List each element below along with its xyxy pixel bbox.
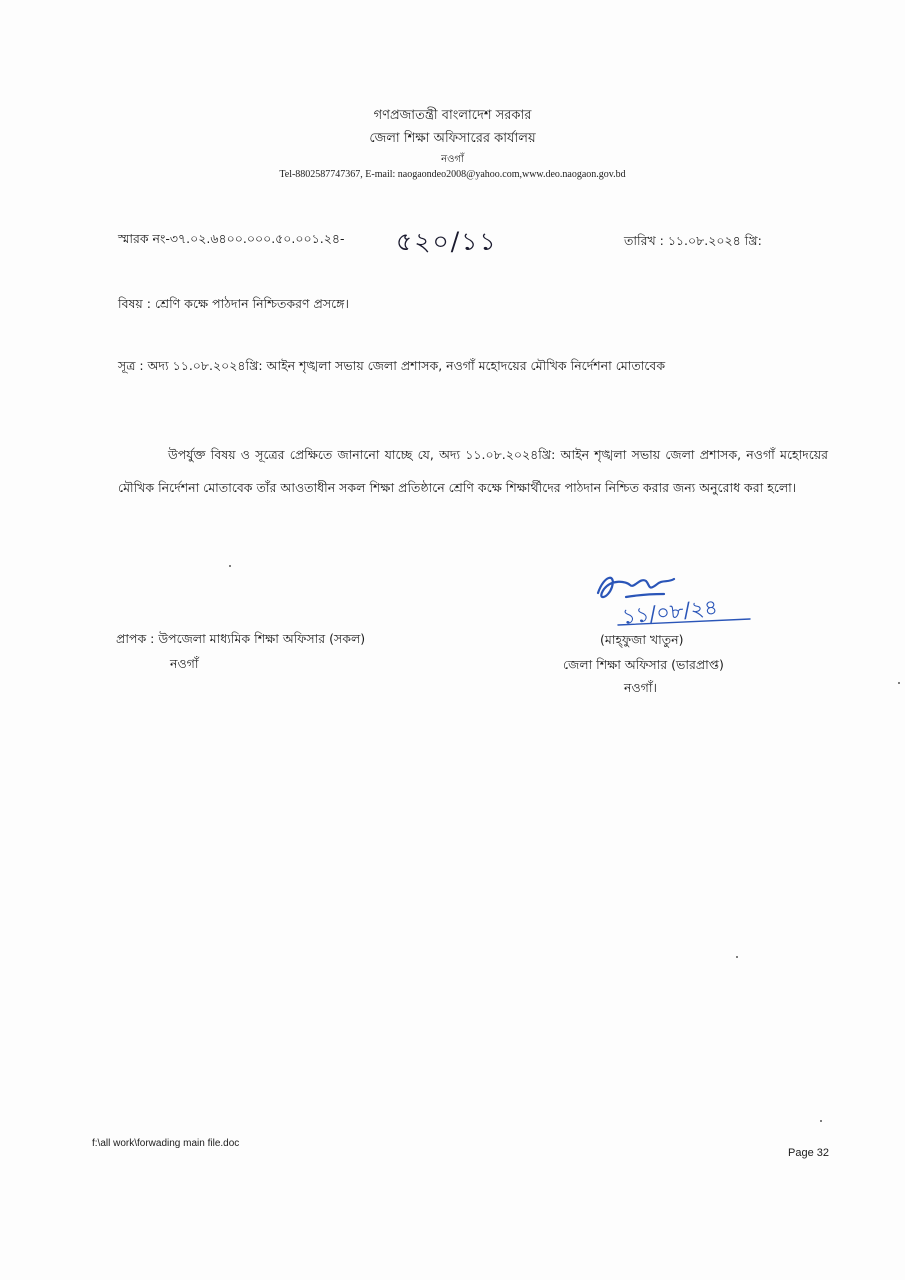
subject-line: বিষয় : শ্রেণি কক্ষে পাঠদান নিশ্চিতকরণ প্রসঙ্গে।: [118, 296, 349, 311]
paper-speck: [820, 1120, 822, 1122]
recipient-line: প্রাপক : উপজেলা মাধ্যমিক শিক্ষা অফিসার (সকল): [116, 631, 366, 646]
footer-file-path: f:\all work\forwading main file.doc: [92, 1138, 240, 1149]
signature-stroke: [598, 578, 674, 597]
header-government: গণপ্রজাতন্ত্রী বাংলাদেশ সরকার: [373, 108, 532, 123]
body-text: উপর্যুক্ত বিষয় ও সূত্রের প্রেক্ষিতে জানানো যাচ্ছে যে, অদ্য ১১.০৮.২০২৪খ্রি: আইন শৃঙ্খলা সভায় জেলা প্রশাসক, নওগাঁ মহোদয়ের মৌখিক নির্দেশনা মোতাবেক তাঁর আওতাধীন সকল শিক্ষা প্রতিষ্ঠানে শ্রেণি কক্ষে শিক্ষার্থীদের পাঠদান নিশ্চিত করার জন্য অনুরোধ করা হলো।: [118, 447, 828, 495]
memo-number: স্মারক নং-৩৭.০২.৬৪০০.০০০.৫০.০০১.২৪-: [118, 231, 345, 246]
reference-line: সূত্র : অদ্য ১১.০৮.২০২৪খ্রি: আইন শৃঙ্খলা সভায় জেলা প্রশাসক, নওগাঁ মহোদয়ের মৌখিক নির্দেশনা মোতাবেক: [118, 358, 666, 373]
header-district: নওগাঁ: [441, 154, 464, 165]
memo-handwritten-number: ৫২০/১১: [396, 227, 498, 256]
signature-date: ১১/০৮/২৪: [620, 595, 719, 629]
header-contact: Tel-8802587747367, E-mail: naogaondeo2008@yahoo.com,www.deo.naogaon.gov.bd: [279, 169, 626, 180]
signatory-name: (মাহ্‌ফুজা খাতুন): [600, 632, 684, 647]
letter-date: তারিখ : ১১.০৮.২০২৪ খ্রি:: [624, 233, 762, 248]
recipient-location: নওগাঁ: [170, 656, 199, 671]
header-office: জেলা শিক্ষা অফিসারের কার্যালয়: [369, 131, 536, 146]
paper-speck: [229, 565, 231, 567]
signature-image: [590, 565, 760, 635]
signatory-location: নওগাঁ।: [624, 680, 657, 695]
footer-page-number: Page 32: [788, 1147, 829, 1159]
paper-speck: [736, 956, 738, 958]
body-paragraph: [118, 438, 828, 504]
paper-speck: [898, 682, 900, 684]
signatory-designation: জেলা শিক্ষা অফিসার (ভারপ্রাপ্ত): [563, 657, 724, 672]
